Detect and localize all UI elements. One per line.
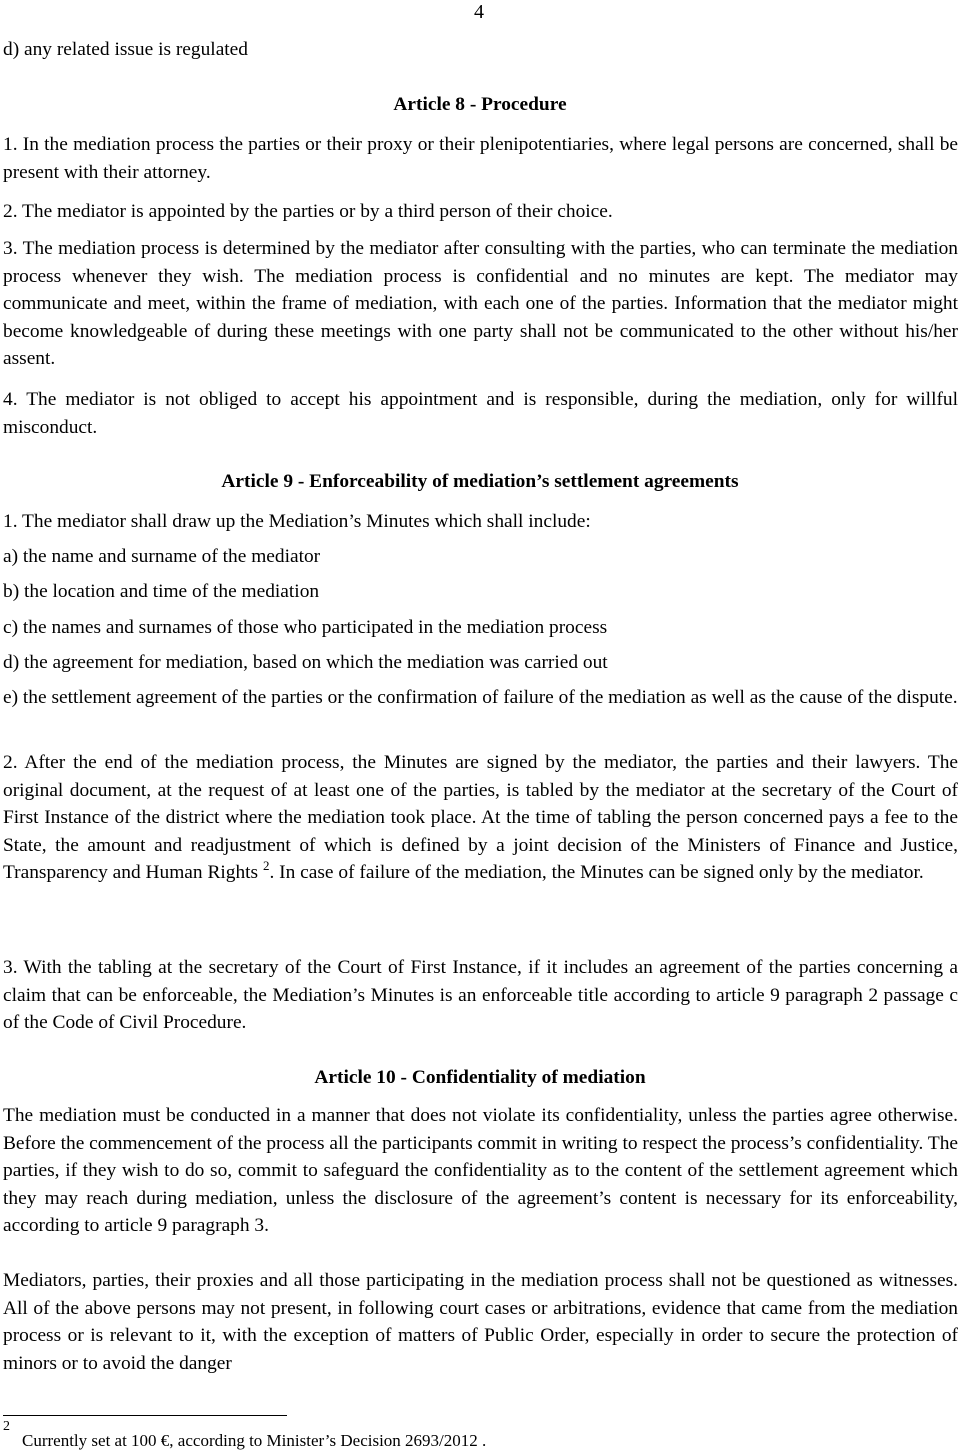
article-9-item-b: b) the location and time of the mediation bbox=[3, 581, 320, 602]
article-10-paragraph-1: The mediation must be conducted in a manner that does not violate its confidentiality, unless the parties agree otherwise. Before the commencement of the process all the participants commit in writing to respect the process’s confidentiality. The parties, if they wish to do so, commit to safeguard the confidentiality as to the content of the settlement agreement which they may reach during mediation, unless the disclosure of the agreement’s content is necessary for its enforceability, according to article 9 paragraph 3. bbox=[3, 1105, 958, 1236]
article-9-paragraph-2 bbox=[3, 749, 958, 887]
article-8-paragraph-1: 1. In the mediation process the parties or their proxy or their plenipotentiaries, where legal persons are concerned, shall be present with their attorney. bbox=[3, 134, 958, 183]
article-9-paragraph-2-continuation: . In case of failure of the mediation, the Minutes can be signed only by the mediator. bbox=[269, 862, 924, 883]
footnote-text: Currently set at 100 €, according to Minister’s Decision 2693/2012 . bbox=[22, 1431, 487, 1450]
article-9-heading: Article 9 - Enforceability of mediation’s settlement agreements bbox=[221, 471, 739, 492]
footnote-marker: 2 bbox=[3, 1419, 10, 1434]
article-9-item-a: a) the name and surname of the mediator bbox=[3, 546, 321, 567]
article-9-item-c: c) the names and surnames of those who participated in the mediation process bbox=[3, 617, 608, 638]
article-9-item-d: d) the agreement for mediation, based on which the mediation was carried out bbox=[3, 652, 608, 673]
top-line: d) any related issue is regulated bbox=[3, 39, 248, 60]
footnote-divider bbox=[3, 1415, 287, 1416]
article-9-paragraph-1: 1. The mediator shall draw up the Mediation’s Minutes which shall include: bbox=[3, 511, 591, 532]
article-10-paragraph-2: Mediators, parties, their proxies and all those participating in the mediation process shall not be questioned as witnesses. All of the above persons may not present, in following court cases or arbitrations, evidence that came from the mediation process or is relevant to it, with the exception of matters of Public Order, especially in order to secure the protection of minors or to avoid the danger bbox=[3, 1270, 958, 1374]
footnote-reference: 2 bbox=[262, 858, 270, 873]
article-9-paragraph-2-text: 2. After the end of the mediation process, the Minutes are signed by the mediator, the parties and their lawyers. The original document, at the request of at least one of the parties, is tabled by the mediator at the secretary of the Court of First Instance of the district where the mediation took place. At the time of tabling the person concerned pays a fee to the State, the amount and readjustment of which is defined by a joint decision of the Ministers of Finance and Justice, Transparency and Human Rights bbox=[3, 752, 958, 883]
article-10-heading: Article 10 - Confidentiality of mediation bbox=[314, 1067, 646, 1088]
article-8-paragraph-2: 2. The mediator is appointed by the parties or by a third person of their choice. bbox=[3, 201, 613, 222]
article-8-heading: Article 8 - Procedure bbox=[393, 94, 567, 115]
article-8-paragraph-3: 3. The mediation process is determined by the mediator after consulting with the parties, who can terminate the mediation process whenever they wish. The mediation process is confidential and no minutes are kept. The mediator may communicate and meet, within the frame of mediation, with each one of the parties. Information that the mediator might become knowledgeable of during these meetings with one party shall not be communicated to the other without his/her assent. bbox=[3, 238, 958, 369]
article-9-item-e: e) the settlement agreement of the parties or the confirmation of failure of the mediation as well as the cause of the dispute. bbox=[3, 687, 958, 708]
article-9-paragraph-3: 3. With the tabling at the secretary of the Court of First Instance, if it includes an agreement of the parties concerning a claim that can be enforceable, the Mediation’s Minutes is an enforceable title according to article 9 paragraph 2 passage c of the Code of Civil Procedure. bbox=[3, 957, 958, 1033]
article-8-paragraph-4: 4. The mediator is not obliged to accept his appointment and is responsible, during the mediation, only for willful misconduct. bbox=[3, 389, 958, 438]
page-number: 4 bbox=[474, 1, 484, 23]
